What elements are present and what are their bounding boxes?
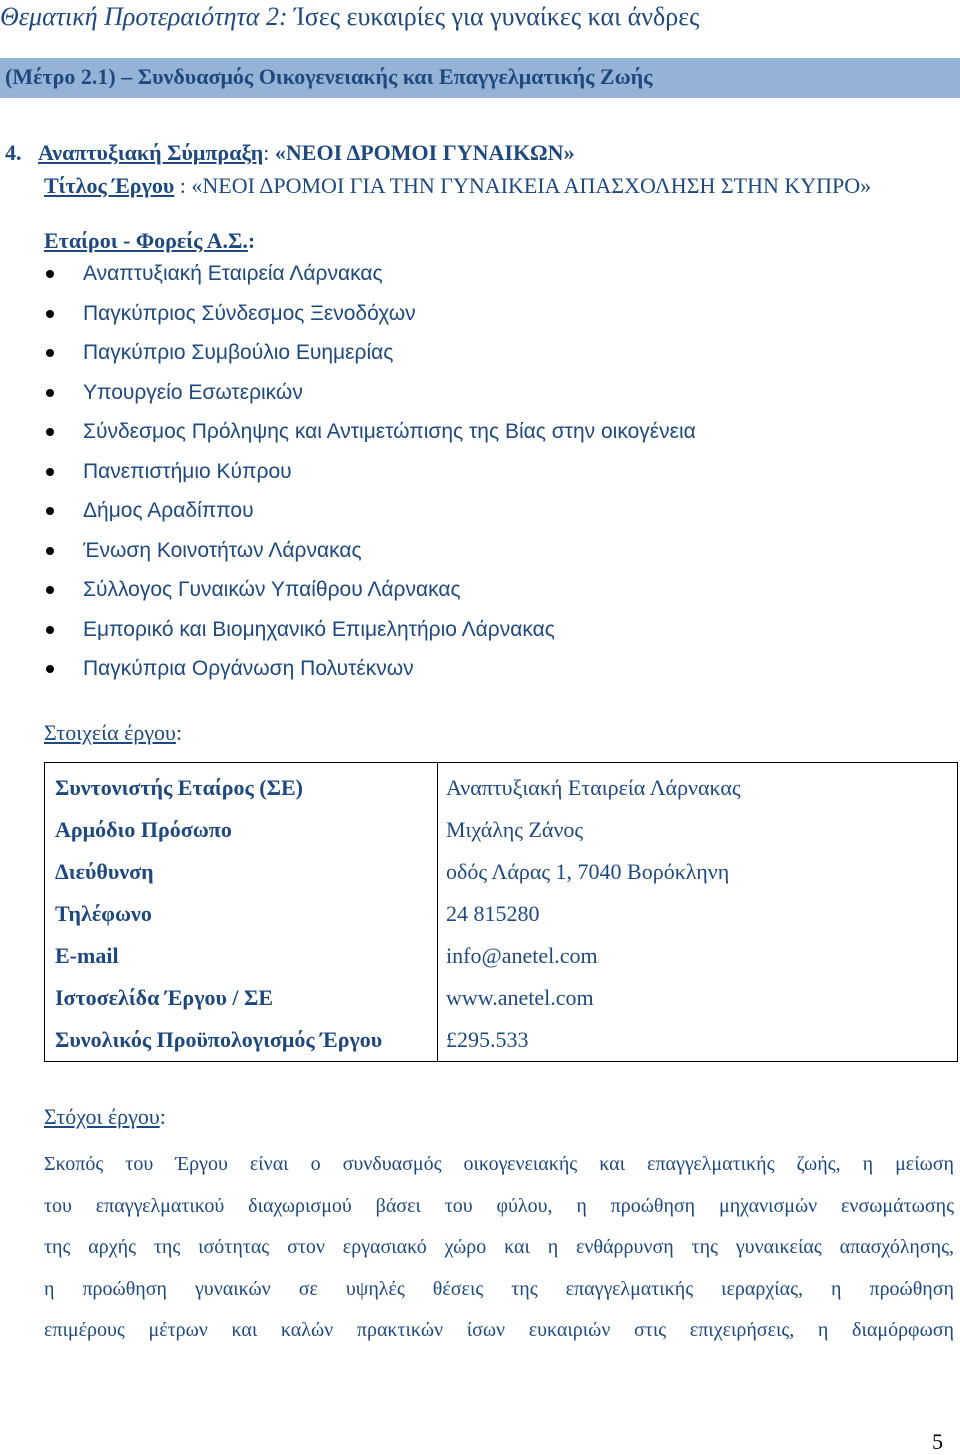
partnership-sep: : (263, 140, 275, 165)
detail-value: Αναπτυξιακή Εταιρεία Λάρνακας (438, 763, 958, 810)
paragraph-line: της αρχής της ισότητας στον εργασιακό χώρο και η ενθάρρυνση της γυναικείας απασχόλησης, (44, 1236, 954, 1258)
bullet-icon (46, 468, 54, 476)
objectives-label: Στόχοι έργου (44, 1104, 160, 1129)
detail-value: οδός Λάρας 1, 7040 Βορόκληνη (438, 851, 958, 893)
objectives-colon: : (159, 1104, 166, 1129)
list-item: Εμπορικό και Βιομηχανικό Επιμελητήριο Λάρνακας (44, 612, 696, 652)
detail-label: Διεύθυνση (55, 859, 154, 884)
table-row (45, 809, 958, 851)
detail-value: Μιχάλης Ζάνος (438, 809, 958, 851)
page-header (0, 2, 960, 42)
bullet-icon (46, 349, 54, 357)
partners-heading (44, 228, 255, 254)
bullet-icon (46, 270, 54, 278)
list-item: Παγκύπρια Οργάνωση Πολυτέκνων (44, 651, 696, 691)
paragraph-line: επιμέρους μέτρων και καλών πρακτικών ίσων ευκαιριών στις επιχειρήσεις, η διαμόρφωση (44, 1319, 954, 1341)
priority-text: Ίσες ευκαιρίες για γυναίκες και άνδρες (294, 2, 700, 31)
partners-colon: : (247, 228, 256, 253)
table-row (45, 977, 958, 1019)
objectives-heading (44, 1104, 166, 1130)
detail-label: Ιστοσελίδα Έργου / ΣΕ (55, 985, 274, 1010)
project-details-table (44, 762, 958, 1062)
partnership-name: «ΝΕΟΙ ΔΡΟΜΟΙ ΓΥΝΑΙΚΩΝ» (274, 140, 575, 165)
detail-label: Αρμόδιο Πρόσωπο (55, 817, 232, 842)
detail-value: £295.533 (438, 1019, 958, 1062)
detail-value: info@anetel.com (438, 935, 958, 977)
objectives-paragraph (44, 1144, 954, 1352)
list-item: Ένωση Κοινοτήτων Λάρνακας (44, 533, 696, 573)
table-row (45, 851, 958, 893)
detail-label: Συντονιστής Εταίρος (ΣΕ) (55, 775, 303, 800)
detail-label: Συνολικός Προϋπολογισμός Έργου (55, 1027, 383, 1052)
partnership-number: 4. (5, 140, 22, 165)
bullet-icon (46, 389, 54, 397)
list-item: Δήμος Αραδίππου (44, 493, 696, 533)
page-number: 5 (932, 1429, 943, 1454)
bullet-icon (46, 310, 54, 318)
list-item: Αναπτυξιακή Εταιρεία Λάρνακας (44, 256, 696, 296)
paragraph-line: του επαγγελματικού διαχωρισμού βάσει του φύλου, η προώθηση μηχανισμών ενσωμάτωσης (44, 1194, 954, 1217)
detail-value: 24 815280 (438, 893, 958, 935)
project-title-value: : «ΝΕΟΙ ΔΡΟΜΟΙ ΓΙΑ ΤΗΝ ΓΥΝΑΙΚΕΙΑ ΑΠΑΣΧΟΛΗΣΗ ΣΤΗΝ ΚΥΠΡΟ» (174, 173, 872, 198)
detail-label: Τηλέφωνο (55, 901, 152, 926)
partners-label: Εταίροι - Φορείς Α.Σ. (44, 228, 248, 253)
table-row (45, 763, 958, 810)
project-title-label: Τίτλος Έργου (44, 173, 175, 198)
bullet-icon (46, 665, 54, 673)
project-details-label: Στοιχεία έργου (44, 720, 176, 745)
bullet-icon (46, 428, 54, 436)
partnership-heading (5, 140, 575, 166)
table-row (45, 1019, 958, 1062)
detail-label: E-mail (55, 943, 119, 968)
bullet-icon (46, 626, 54, 634)
bullet-icon (46, 507, 54, 515)
paragraph-line: Σκοπός του Έργου είναι ο συνδυασμός οικογενειακής και επαγγελματικής ζωής, η μείωση (44, 1153, 954, 1175)
bullet-icon (46, 547, 54, 555)
list-item: Υπουργείο Εσωτερικών (44, 375, 696, 415)
priority-label: Θεματική Προτεραιότητα 2: (0, 2, 288, 31)
table-row (45, 935, 958, 977)
paragraph-line: η προώθηση γυναικών σε υψηλές θέσεις της επαγγελματικής ιεραρχίας, η προώθηση (44, 1277, 954, 1300)
project-details-heading (44, 720, 182, 746)
table-row (45, 893, 958, 935)
partnership-label: Αναπτυξιακή Σύμπραξη (38, 140, 264, 165)
project-details-colon: : (175, 720, 183, 745)
list-item: Πανεπιστήμιο Κύπρου (44, 454, 696, 494)
measure-title: (Μέτρο 2.1) – Συνδυασμός Οικογενειακής και Επαγγελματικής Ζωής (5, 64, 653, 89)
detail-value: www.anetel.com (438, 977, 958, 1019)
list-item: Παγκύπριος Σύνδεσμος Ξενοδόχων (44, 296, 696, 336)
list-item: Σύλλογος Γυναικών Υπαίθρου Λάρνακας (44, 572, 696, 612)
project-title (44, 170, 944, 201)
partners-list (44, 256, 696, 691)
bullet-icon (46, 586, 54, 594)
list-item: Σύνδεσμος Πρόληψης και Αντιμετώπισης της Βίας στην οικογένεια (44, 414, 696, 454)
list-item: Παγκύπριο Συμβούλιο Ευημερίας (44, 335, 696, 375)
